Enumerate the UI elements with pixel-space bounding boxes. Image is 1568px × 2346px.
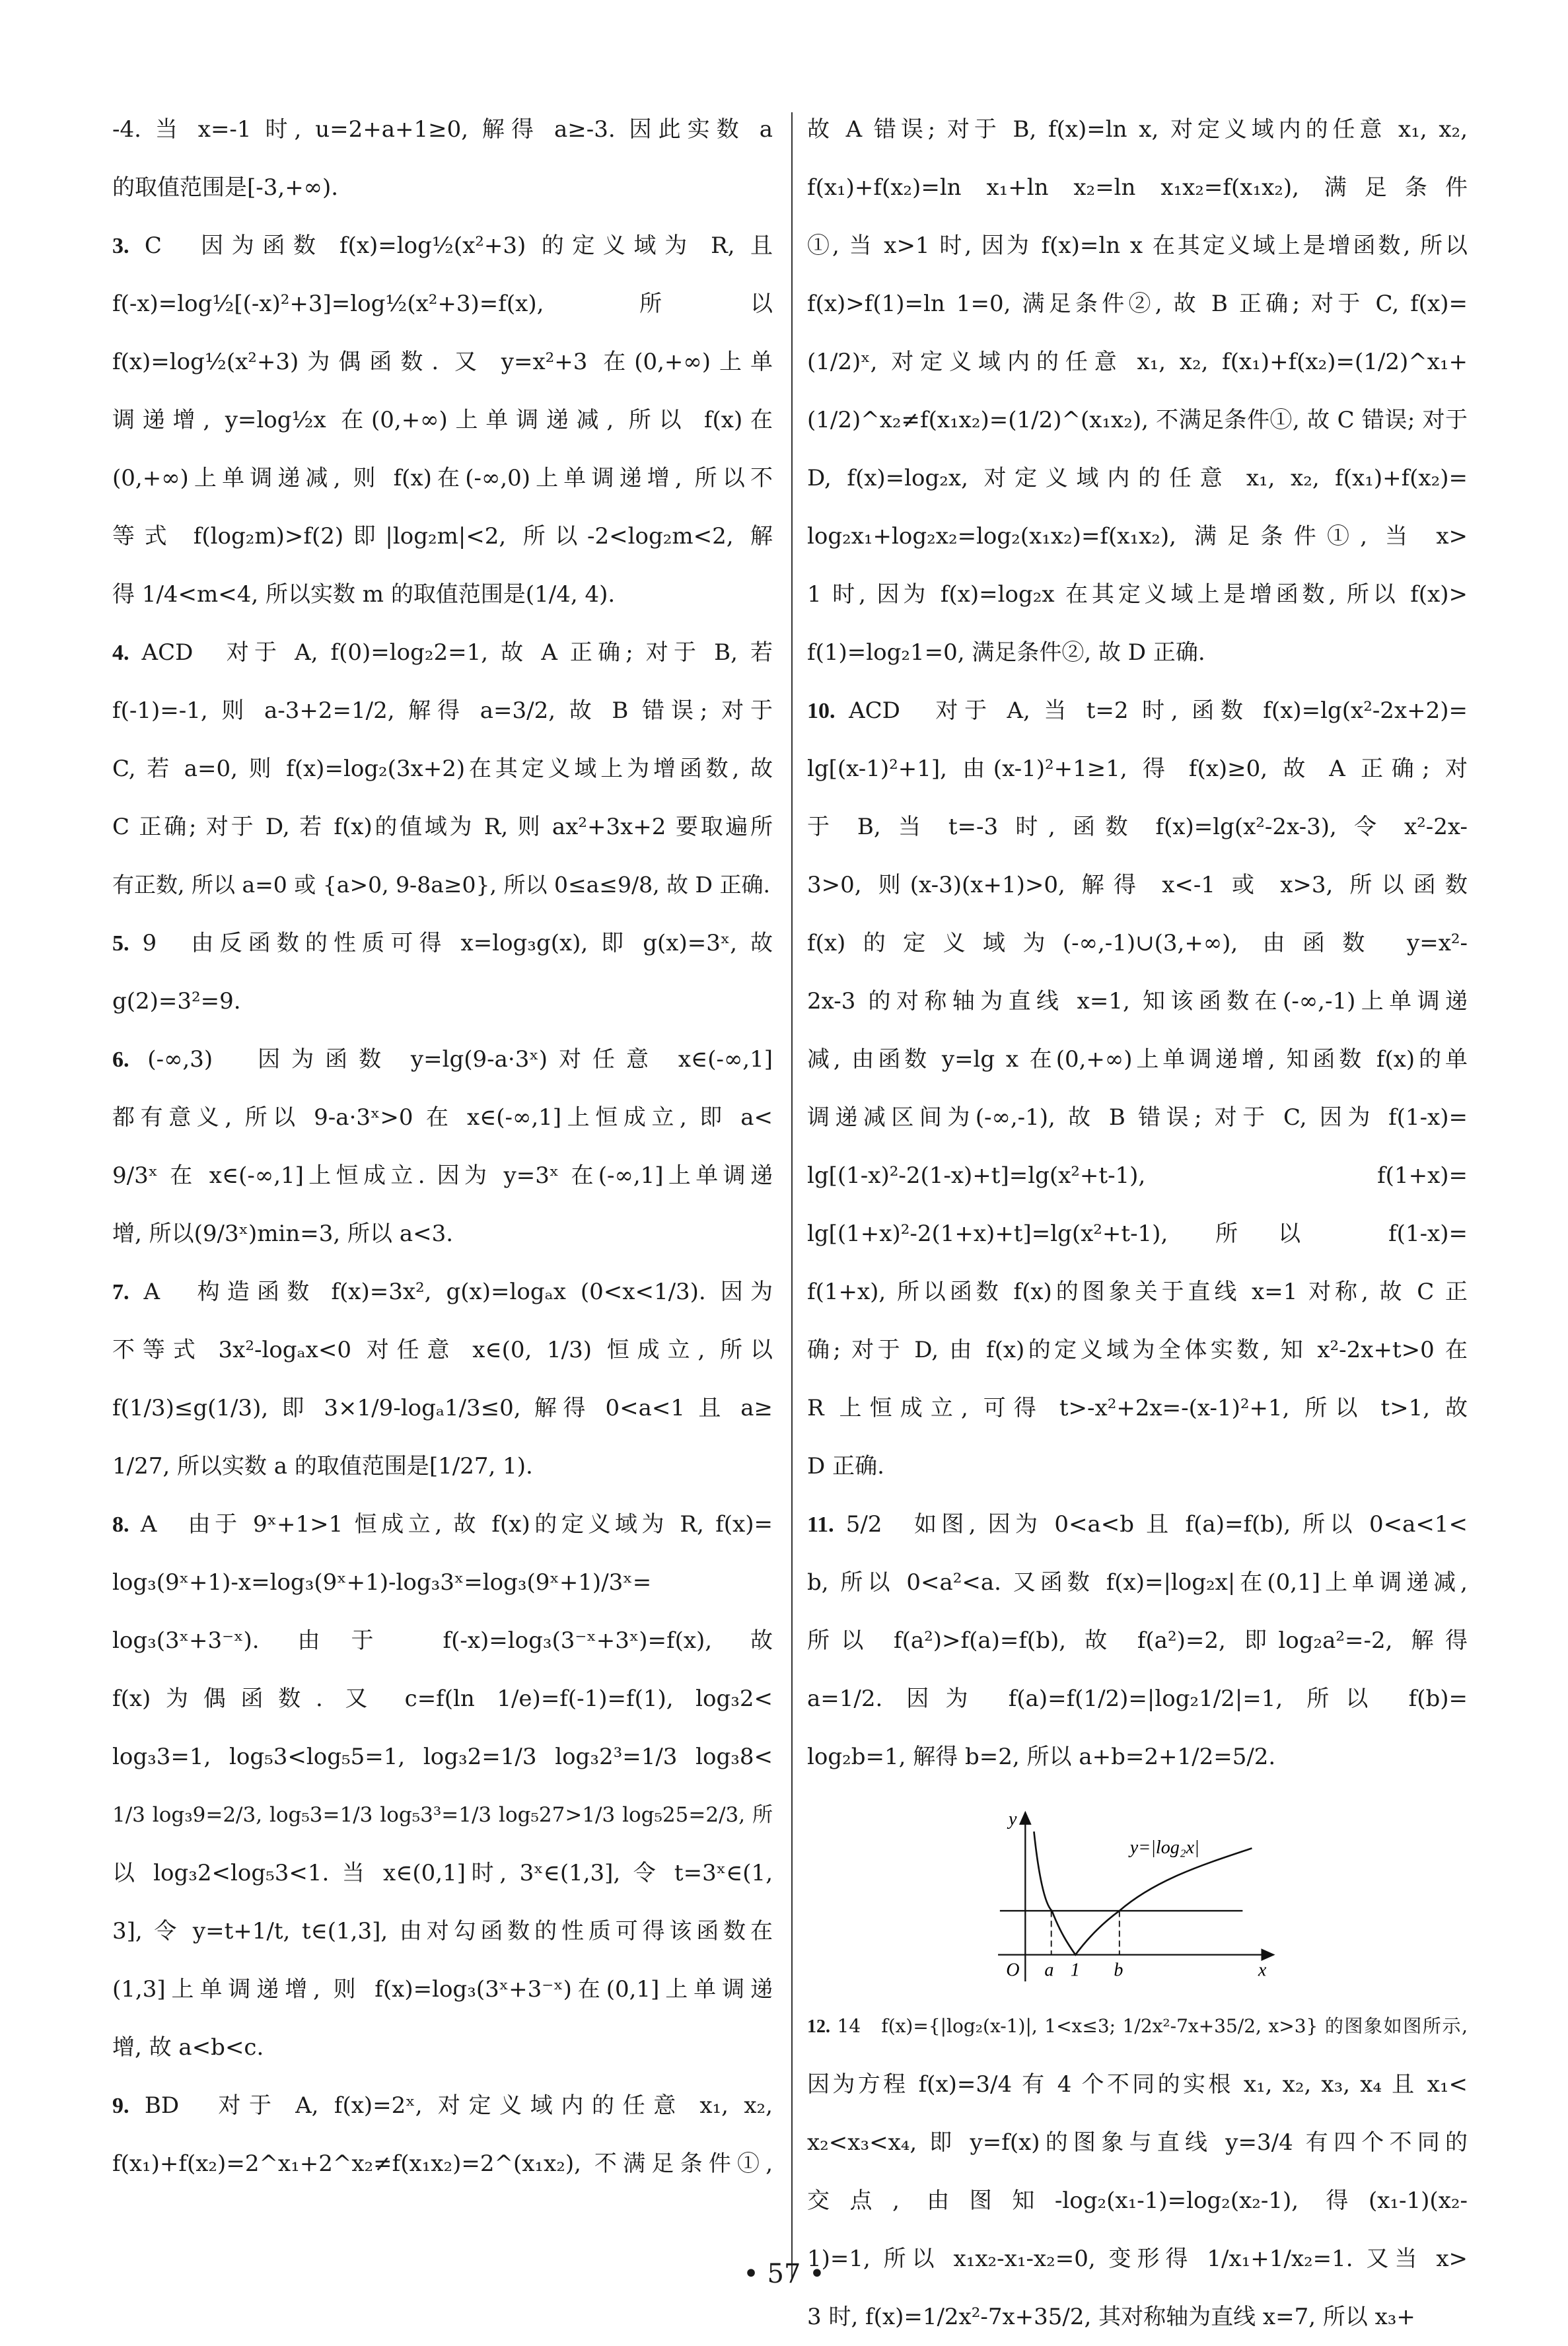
line-text: 14 f(x)={|log₂(x-1)|, 1<x≤3; 1/2x²-7x+35/2, x>3} 的图象如图所示,	[830, 2015, 1468, 2037]
text-line	[807, 1670, 1468, 1728]
line-text: 1)=1, 所以 x₁x₂-x₁-x₂=0, 变形得 1/x₁+1/x₂=1. 又当 x>	[807, 2246, 1468, 2272]
question-number: 4.	[112, 641, 129, 665]
line-text: -4. 当 x=-1 时, u=2+a+1≥0, 解得 a≥-3. 因此实数 a	[112, 116, 773, 143]
text-line	[807, 275, 1468, 333]
curve-label: y=|log₂x|	[1129, 1837, 1199, 1858]
line-text: log₂x₁+log₂x₂=log₂(x₁x₂)=f(x₁x₂), 满足条件①, 当 x>	[807, 523, 1468, 550]
line-text: g(2)=3²=9.	[112, 988, 241, 1014]
line-text: 调递减区间为(-∞,-1), 故 B 错误; 对于 C, 因为 f(1-x)=	[807, 1104, 1468, 1131]
text-line	[112, 856, 773, 914]
line-text: C, 若 a=0, 则 f(x)=log₂(3x+2)在其定义域上为增函数, 故	[112, 756, 773, 782]
text-line	[112, 1670, 773, 1728]
solution-paragraph	[112, 1030, 773, 1263]
line-text: lg[(1-x)²-2(1-x)+t]=lg(x²+t-1), f(1+x)=	[807, 1162, 1468, 1189]
solution-paragraph	[807, 100, 1468, 682]
line-text: 调递增, y=log½x 在(0,+∞)上单调递减, 所以 f(x)在	[112, 407, 773, 433]
text-line	[807, 1612, 1468, 1670]
text-line	[807, 1321, 1468, 1379]
line-text: 3 时, f(x)=1/2x²-7x+35/2, 其对称轴为直线 x=7, 所以 x₃+	[807, 2304, 1415, 2330]
text-line	[112, 217, 773, 275]
solution-paragraph	[807, 1495, 1468, 1786]
y-axis-label: y	[1009, 1808, 1017, 1830]
line-text: f(1/3)≤g(1/3), 即 3×1/9-logₐ1/3≤0, 解得 0<a<1 且 a≥	[112, 1395, 773, 1421]
right-column	[807, 100, 1468, 2346]
text-line	[112, 1437, 773, 1495]
text-line	[807, 507, 1468, 565]
text-line	[112, 1495, 773, 1553]
text-line	[112, 333, 773, 391]
text-line	[112, 2077, 773, 2135]
line-text: 都有意义, 所以 9-a·3ˣ>0 在 x∈(-∞,1]上恒成立, 即 a<	[112, 1104, 773, 1131]
text-line	[112, 1030, 773, 1088]
text-line	[112, 1902, 773, 1960]
text-line	[807, 1997, 1468, 2055]
line-text: (0,+∞)上单调递减, 则 f(x)在(-∞,0)上单调递增, 所以不	[112, 465, 773, 491]
line-text: ACD 对于 A, 当 t=2 时, 函数 f(x)=lg(x²-2x+2)=	[835, 697, 1468, 724]
line-text: 3], 令 y=t+1/t, t∈(1,3], 由对勾函数的性质可得该函数在	[112, 1918, 773, 1944]
text-line	[807, 1147, 1468, 1205]
line-text: R 上恒成立, 可得 t>-x²+2x=-(x-1)²+1, 所以 t>1, 故	[807, 1395, 1468, 1421]
line-text: 有正数, 所以 a=0 或 {a>0, 9-8a≥0}, 所以 0≤a≤9/8, 故 D 正确.	[112, 872, 770, 898]
line-text: 5/2 如图, 因为 0<a<b 且 f(a)=f(b), 所以 0<a<1<	[834, 1511, 1468, 1538]
text-line	[112, 1612, 773, 1670]
line-text: 2x-3 的对称轴为直线 x=1, 知该函数在(-∞,-1)上单调递	[807, 988, 1468, 1014]
text-line	[112, 2018, 773, 2077]
text-line	[112, 1263, 773, 1321]
text-line	[112, 682, 773, 740]
line-text: 增, 所以(9/3ˣ)min=3, 所以 a<3.	[112, 1221, 454, 1247]
text-line	[112, 1379, 773, 1437]
line-text: A 构造函数 f(x)=3x², g(x)=logₐx (0<x<1/3). 因为	[129, 1279, 773, 1305]
line-text: x₂<x₃<x₄, 即 y=f(x)的图象与直线 y=3/4 有四个不同的	[807, 2129, 1468, 2156]
line-text: A 由于 9ˣ+1>1 恒成立, 故 f(x)的定义域为 R, f(x)=	[129, 1511, 773, 1538]
text-line	[112, 1147, 773, 1205]
text-line	[112, 2135, 773, 2193]
text-line	[112, 914, 773, 972]
origin-label: O	[1006, 1960, 1020, 1981]
line-text: log₃(9ˣ+1)-x=log₃(9ˣ+1)-log₃3ˣ=log₃(9ˣ+1)/3ˣ=	[112, 1569, 652, 1596]
solution-paragraph	[112, 100, 773, 217]
line-text: ①, 当 x>1 时, 因为 f(x)=ln x 在其定义域上是增函数, 所以	[807, 232, 1468, 259]
solution-paragraph	[112, 1263, 773, 1495]
line-text: 1 时, 因为 f(x)=log₂x 在其定义域上是增函数, 所以 f(x)>	[807, 581, 1468, 608]
text-line	[112, 565, 773, 623]
graph-svg	[972, 1793, 1302, 1991]
line-text: f(x₁)+f(x₂)=2^x₁+2^x₂≠f(x₁x₂)=2^(x₁x₂), 不满足条件①,	[112, 2150, 773, 2177]
text-line	[807, 217, 1468, 275]
line-text: 1/27, 所以实数 a 的取值范围是[1/27, 1).	[112, 1453, 533, 1479]
line-text: 9 由反函数的性质可得 x=log₃g(x), 即 g(x)=3ˣ, 故	[129, 930, 773, 956]
figure-log-graph	[807, 1786, 1468, 1997]
line-text: f(-1)=-1, 则 a-3+2=1/2, 解得 a=3/2, 故 B 错误; 对于	[112, 697, 773, 724]
text-line	[807, 2055, 1468, 2114]
text-line	[112, 623, 773, 682]
text-line	[807, 1379, 1468, 1437]
text-line	[807, 856, 1468, 914]
line-text: BD 对于 A, f(x)=2ˣ, 对定义域内的任意 x₁, x₂,	[129, 2092, 773, 2119]
line-text: 不等式 3x²-logₐx<0 对任意 x∈(0, 1/3) 恒成立, 所以	[112, 1337, 773, 1363]
text-line	[807, 740, 1468, 798]
question-number: 5.	[112, 931, 129, 956]
question-number: 3.	[112, 234, 129, 258]
text-line	[112, 159, 773, 217]
question-number: 9.	[112, 2094, 129, 2118]
line-text: ACD 对于 A, f(0)=log₂2=1, 故 A 正确; 对于 B, 若	[129, 639, 773, 666]
line-text: 确; 对于 D, 由 f(x)的定义域为全体实数, 知 x²-2x+t>0 在	[807, 1337, 1468, 1363]
text-line	[807, 391, 1468, 449]
line-text: f(x)>f(1)=ln 1=0, 满足条件②, 故 B 正确; 对于 C, f(x)=	[807, 291, 1468, 317]
text-line	[807, 972, 1468, 1030]
text-line	[807, 682, 1468, 740]
question-number: 6.	[112, 1048, 129, 1072]
question-number: 8.	[112, 1512, 129, 1537]
solution-paragraph	[112, 914, 773, 1030]
question-number: 12.	[807, 2016, 830, 2037]
line-text: C 因为函数 f(x)=log½(x²+3) 的定义域为 R, 且	[129, 232, 773, 259]
line-text: f(1)=log₂1=0, 满足条件②, 故 D 正确.	[807, 639, 1205, 666]
question-number: 7.	[112, 1280, 129, 1304]
page-number: • 57 •	[743, 2259, 825, 2289]
text-line	[112, 391, 773, 449]
text-line	[807, 100, 1468, 159]
text-line	[807, 1030, 1468, 1088]
left-column	[112, 100, 773, 2193]
tick-a: a	[1044, 1960, 1054, 1981]
line-text: log₂b=1, 解得 b=2, 所以 a+b=2+1/2=5/2.	[807, 1744, 1276, 1770]
line-text: D, f(x)=log₂x, 对定义域内的任意 x₁, x₂, f(x₁)+f(x₂)=	[807, 465, 1468, 491]
text-line	[112, 1088, 773, 1147]
line-text: f(x)=log½(x²+3)为偶函数. 又 y=x²+3 在(0,+∞)上单	[112, 349, 773, 375]
line-text: a=1/2. 因为 f(a)=f(1/2)=|log₂1/2|=1, 所以 f(b)=	[807, 1686, 1468, 1712]
line-text: 增, 故 a<b<c.	[112, 2034, 264, 2061]
text-line	[112, 449, 773, 507]
text-line	[112, 1321, 773, 1379]
text-line	[112, 507, 773, 565]
solution-paragraph	[112, 217, 773, 623]
question-number: 10.	[807, 699, 836, 723]
line-text: D 正确.	[807, 1453, 884, 1479]
text-line	[112, 1786, 773, 1844]
text-line	[112, 740, 773, 798]
line-text: 3>0, 则(x-3)(x+1)>0, 解得 x<-1 或 x>3, 所以函数	[807, 872, 1468, 898]
text-line	[112, 275, 773, 333]
solution-paragraph	[112, 2077, 773, 2193]
line-text: (1/2)ˣ, 对定义域内的任意 x₁, x₂, f(x₁)+f(x₂)=(1/2)^x₁+	[807, 349, 1468, 375]
text-line	[807, 1088, 1468, 1147]
text-line	[112, 1728, 773, 1786]
text-line	[807, 565, 1468, 623]
text-line	[807, 2288, 1468, 2346]
line-text: 减, 由函数 y=lg x 在(0,+∞)上单调递增, 知函数 f(x)的单	[807, 1046, 1468, 1073]
x-axis-label: x	[1258, 1960, 1267, 1981]
line-text: 等式 f(log₂m)>f(2)即|log₂m|<2, 所以-2<log₂m<2, 解	[112, 523, 773, 550]
text-line	[112, 1844, 773, 1902]
solution-paragraph	[807, 682, 1468, 1495]
line-text: 以 log₃2<log₅3<1. 当 x∈(0,1]时, 3ˣ∈(1,3], 令 t=3ˣ∈(1,	[112, 1860, 773, 1886]
text-line	[112, 1205, 773, 1263]
text-line	[807, 1495, 1468, 1553]
line-text: (-∞,3) 因为函数 y=lg(9-a·3ˣ)对任意 x∈(-∞,1]	[129, 1046, 773, 1073]
line-text: 的取值范围是[-3,+∞).	[112, 174, 339, 201]
solution-paragraph	[807, 1997, 1468, 2346]
text-line	[807, 2172, 1468, 2230]
line-text: f(-x)=log½[(-x)²+3]=log½(x²+3)=f(x), 所以	[112, 291, 773, 317]
line-text: 于 B, 当 t=-3 时, 函数 f(x)=lg(x²-2x-3), 令 x²-2x-	[807, 814, 1468, 840]
text-line	[807, 623, 1468, 682]
text-line	[112, 100, 773, 159]
solution-paragraph	[112, 623, 773, 914]
line-text: lg[(x-1)²+1], 由(x-1)²+1≥1, 得 f(x)≥0, 故 A 正确; 对	[807, 756, 1468, 782]
line-text: C 正确; 对于 D, 若 f(x)的值域为 R, 则 ax²+3x+2 要取遍所	[112, 814, 773, 840]
line-text: 得 1/4<m<4, 所以实数 m 的取值范围是(1/4, 4).	[112, 581, 616, 608]
line-text: 因为方程 f(x)=3/4 有 4 个不同的实根 x₁, x₂, x₃, x₄ 且 x₁<	[807, 2071, 1468, 2098]
line-text: lg[(1+x)²-2(1+x)+t]=lg(x²+t-1), 所以 f(1-x)=	[807, 1221, 1468, 1247]
text-line	[807, 449, 1468, 507]
text-line	[807, 333, 1468, 391]
line-text: f(1+x), 所以函数 f(x)的图象关于直线 x=1 对称, 故 C 正	[807, 1279, 1468, 1305]
text-line	[807, 1437, 1468, 1495]
tick-1: 1	[1070, 1960, 1080, 1981]
text-line	[112, 798, 773, 856]
line-text: f(x)的定义域为(-∞,-1)∪(3,+∞), 由函数 y=x²-	[807, 930, 1468, 956]
text-line	[807, 1263, 1468, 1321]
tick-b: b	[1114, 1960, 1123, 1981]
question-number: 11.	[807, 1512, 834, 1537]
line-text: 交点, 由图知-log₂(x₁-1)=log₂(x₂-1), 得(x₁-1)(x₂-	[807, 2187, 1468, 2214]
line-text: f(x₁)+f(x₂)=ln x₁+ln x₂=ln x₁x₂=f(x₁x₂), 满足条件	[807, 174, 1468, 201]
text-line	[807, 2114, 1468, 2172]
line-text: 故 A 错误; 对于 B, f(x)=ln x, 对定义域内的任意 x₁, x₂,	[807, 116, 1468, 143]
line-text: b, 所以 0<a²<a. 又函数 f(x)=|log₂x|在(0,1]上单调递减,	[807, 1569, 1468, 1596]
text-line	[807, 159, 1468, 217]
text-line	[807, 914, 1468, 972]
text-line	[807, 1728, 1468, 1786]
text-line	[807, 798, 1468, 856]
line-text: 1/3 log₃9=2/3, log₅3=1/3 log₅3³=1/3 log₅27>1/3 log₅25=2/3, 所	[112, 1803, 773, 1827]
text-line	[807, 1553, 1468, 1612]
text-line	[112, 1960, 773, 2018]
line-text: log₃(3ˣ+3⁻ˣ). 由于 f(-x)=log₃(3⁻ˣ+3ˣ)=f(x), 故	[112, 1627, 773, 1654]
text-line	[112, 1553, 773, 1612]
solution-paragraph	[112, 1495, 773, 2077]
column-divider	[791, 112, 793, 2279]
line-text: 9/3ˣ 在 x∈(-∞,1]上恒成立. 因为 y=3ˣ 在(-∞,1]上单调递	[112, 1162, 773, 1189]
line-text: (1,3]上单调递增, 则 f(x)=log₃(3ˣ+3⁻ˣ)在(0,1]上单调递	[112, 1976, 773, 2003]
line-text: (1/2)^x₂≠f(x₁x₂)=(1/2)^(x₁x₂), 不满足条件①, 故 C 错误; 对于	[807, 407, 1468, 433]
text-line	[112, 972, 773, 1030]
text-line	[807, 1205, 1468, 1263]
line-text: log₃3=1, log₅3<log₅5=1, log₃2=1/3 log₃2³=1/3 log₃8<	[112, 1744, 773, 1770]
line-text: 所以 f(a²)>f(a)=f(b), 故 f(a²)=2, 即log₂a²=-2, 解得	[807, 1627, 1468, 1654]
line-text: f(x)为偶函数. 又 c=f(ln 1/e)=f(-1)=f(1), log₃2<	[112, 1686, 773, 1712]
